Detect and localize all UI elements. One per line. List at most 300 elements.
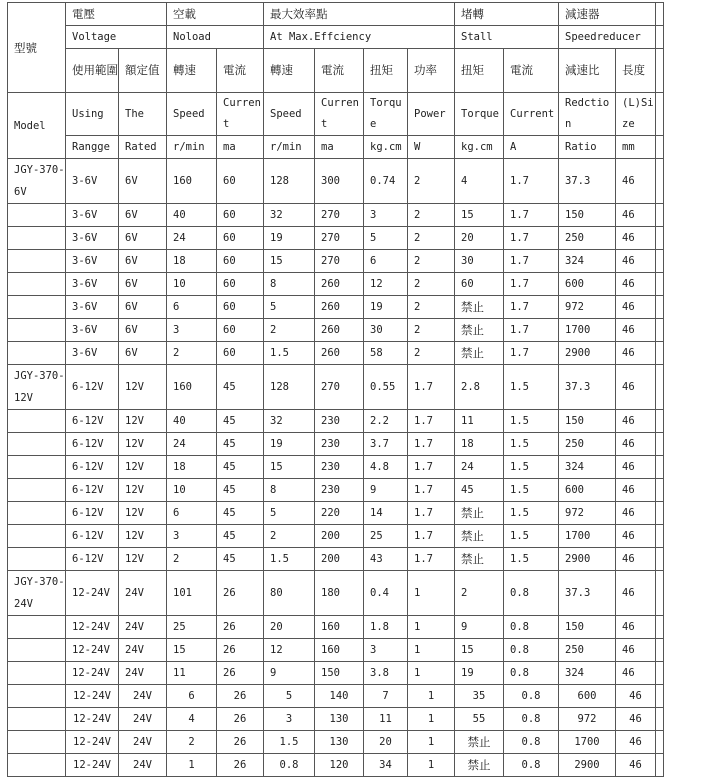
table-cell: 1.7 [504, 204, 559, 227]
table-cell: 1 [408, 708, 455, 731]
column-header-cn: 電流 [504, 49, 559, 93]
table-cell: 24V [119, 754, 167, 777]
table-cell: 60 [217, 159, 264, 204]
model-header-cn: 型號 [8, 3, 66, 93]
table-cell: 160 [315, 639, 364, 662]
stall-header-cn: 堵轉 [455, 3, 559, 26]
table-cell: 45 [455, 479, 504, 502]
table-cell: 6V [119, 296, 167, 319]
table-cell: 24V [119, 685, 167, 708]
blank-cell [656, 410, 664, 433]
column-header-cn: 轉速 [167, 49, 217, 93]
model-cell-empty [8, 685, 66, 708]
table-cell: 46 [616, 250, 656, 273]
blank-cell [656, 159, 664, 204]
table-cell: 45 [217, 479, 264, 502]
table-cell: 324 [559, 250, 616, 273]
model-cell-empty [8, 616, 66, 639]
table-cell: 1700 [559, 525, 616, 548]
table-cell: 12-24V [66, 754, 119, 777]
table-cell: 26 [217, 616, 264, 639]
table-cell: 2 [408, 273, 455, 296]
table-cell: 26 [217, 685, 264, 708]
table-cell: 1.7 [408, 365, 455, 410]
blank-cell [656, 136, 664, 159]
unit-header: r/min [167, 136, 217, 159]
table-cell: 24V [119, 731, 167, 754]
table-cell: 3 [364, 639, 408, 662]
speed-reducer-header-en: Speedreducer [559, 26, 656, 49]
table-row [8, 731, 664, 754]
unit-header: ma [315, 136, 364, 159]
table-cell: 101 [167, 571, 217, 616]
table-row [8, 456, 664, 479]
blank-cell [656, 3, 664, 26]
table-cell: 6V [119, 204, 167, 227]
table-cell: 1.7 [504, 296, 559, 319]
table-cell: 200 [315, 525, 364, 548]
stall-header-en: Stall [455, 26, 559, 49]
table-cell: 120 [315, 754, 364, 777]
table-cell: 12V [119, 365, 167, 410]
table-cell: 5 [264, 685, 315, 708]
table-cell: 6-12V [66, 548, 119, 571]
table-row [8, 159, 664, 204]
column-header-cn: 電流 [217, 49, 264, 93]
table-cell: 324 [559, 456, 616, 479]
table-row [8, 433, 664, 456]
blank-cell [656, 754, 664, 777]
table-row [8, 502, 664, 525]
table-cell: 19 [455, 662, 504, 685]
model-cell-empty [8, 662, 66, 685]
table-cell: 2 [408, 204, 455, 227]
table-cell: 26 [217, 662, 264, 685]
table-cell: 11 [167, 662, 217, 685]
table-cell: 6-12V [66, 433, 119, 456]
blank-cell [656, 685, 664, 708]
unit-header: A [504, 136, 559, 159]
table-cell: 20 [455, 227, 504, 250]
table-row [8, 685, 664, 708]
unit-header: Rated [119, 136, 167, 159]
column-header-en: Using [66, 93, 119, 136]
table-cell: 43 [364, 548, 408, 571]
table-cell: 1700 [559, 731, 616, 754]
blank-cell [656, 639, 664, 662]
table-cell: 4 [455, 159, 504, 204]
table-cell: 30 [455, 250, 504, 273]
table-cell: 6V [119, 319, 167, 342]
table-cell: 46 [616, 410, 656, 433]
table-cell: 160 [167, 365, 217, 410]
table-cell: 10 [167, 479, 217, 502]
column-header-cn: 扭矩 [455, 49, 504, 93]
table-cell: 10 [167, 273, 217, 296]
table-cell: 600 [559, 273, 616, 296]
column-header-en: Power [408, 93, 455, 136]
header-row-units [8, 136, 664, 159]
table-cell: 12V [119, 525, 167, 548]
table-cell: 46 [616, 159, 656, 204]
table-cell: 6V [119, 250, 167, 273]
model-cell-empty [8, 204, 66, 227]
blank-cell [656, 296, 664, 319]
table-cell: 230 [315, 410, 364, 433]
table-cell: 128 [264, 365, 315, 410]
table-cell: 12V [119, 433, 167, 456]
header-row-columns-en [8, 93, 664, 136]
column-header-en: (L)Size [616, 93, 656, 136]
table-cell: 3-6V [66, 227, 119, 250]
table-cell: 55 [455, 708, 504, 731]
table-cell: 150 [559, 410, 616, 433]
blank-cell [656, 49, 664, 93]
table-cell: 972 [559, 708, 616, 731]
noload-header-cn: 空載 [167, 3, 264, 26]
table-cell: 600 [559, 479, 616, 502]
blank-cell [656, 342, 664, 365]
table-cell: 2 [167, 731, 217, 754]
table-cell: 0.8 [264, 754, 315, 777]
table-cell: 6V [119, 227, 167, 250]
table-cell: 37.3 [559, 159, 616, 204]
table-cell: 1.7 [504, 159, 559, 204]
table-cell: 260 [315, 296, 364, 319]
table-cell: 12-24V [66, 685, 119, 708]
table-cell: 130 [315, 708, 364, 731]
table-cell: 18 [455, 433, 504, 456]
table-cell: 3-6V [66, 296, 119, 319]
table-cell: 3 [264, 708, 315, 731]
table-cell: 15 [264, 250, 315, 273]
blank-cell [656, 273, 664, 296]
table-cell: 60 [217, 319, 264, 342]
table-cell: 19 [264, 433, 315, 456]
table-cell: 0.8 [504, 616, 559, 639]
table-cell: 45 [217, 525, 264, 548]
table-cell: 12-24V [66, 662, 119, 685]
table-cell: 11 [455, 410, 504, 433]
table-cell: 1 [408, 639, 455, 662]
table-cell: 0.8 [504, 731, 559, 754]
table-cell: 260 [315, 273, 364, 296]
model-cell-empty [8, 296, 66, 319]
blank-cell [656, 365, 664, 410]
table-row [8, 639, 664, 662]
table-cell: 200 [315, 548, 364, 571]
blank-cell [656, 479, 664, 502]
unit-header: r/min [264, 136, 315, 159]
unit-header: Ratio [559, 136, 616, 159]
table-cell: 15 [455, 204, 504, 227]
table-cell: 24V [119, 616, 167, 639]
table-cell: 46 [616, 708, 656, 731]
table-cell: 6-12V [66, 525, 119, 548]
table-cell: 230 [315, 433, 364, 456]
table-cell: 1.5 [504, 502, 559, 525]
table-cell: 46 [616, 731, 656, 754]
table-cell: 972 [559, 502, 616, 525]
table-row [8, 410, 664, 433]
table-cell: 1.5 [504, 525, 559, 548]
table-cell: 5 [364, 227, 408, 250]
table-cell: 600 [559, 685, 616, 708]
table-cell: 26 [217, 731, 264, 754]
voltage-header-cn: 電壓 [66, 3, 167, 26]
blank-cell [656, 319, 664, 342]
model-cell-empty [8, 250, 66, 273]
table-cell: 19 [364, 296, 408, 319]
table-cell: 15 [455, 639, 504, 662]
table-cell: 20 [264, 616, 315, 639]
model-cell-empty [8, 754, 66, 777]
table-cell: 0.8 [504, 708, 559, 731]
blank-cell [656, 571, 664, 616]
column-header-en: Current [315, 93, 364, 136]
model-cell-empty [8, 342, 66, 365]
table-cell: 250 [559, 227, 616, 250]
table-cell: 2.2 [364, 410, 408, 433]
model-cell-empty [8, 433, 66, 456]
table-cell: 12V [119, 548, 167, 571]
table-cell: 46 [616, 616, 656, 639]
model-cell-empty [8, 639, 66, 662]
table-cell: 60 [217, 273, 264, 296]
table-cell: 0.8 [504, 662, 559, 685]
column-header-en: Current [217, 93, 264, 136]
table-cell: 24V [119, 708, 167, 731]
table-cell: 6-12V [66, 479, 119, 502]
table-cell: 45 [217, 456, 264, 479]
table-cell: 0.8 [504, 754, 559, 777]
table-cell: 3-6V [66, 159, 119, 204]
table-cell: 5 [264, 296, 315, 319]
table-row [8, 365, 664, 410]
table-cell: 15 [167, 639, 217, 662]
table-cell: 128 [264, 159, 315, 204]
table-cell: 46 [616, 502, 656, 525]
table-cell: 25 [364, 525, 408, 548]
table-cell: 30 [364, 319, 408, 342]
table-cell: 禁止 [455, 525, 504, 548]
table-cell: 26 [217, 571, 264, 616]
table-cell: 1.7 [408, 525, 455, 548]
table-cell: 2 [408, 159, 455, 204]
table-cell: 2900 [559, 548, 616, 571]
table-row [8, 273, 664, 296]
header-row-groups-en [8, 26, 664, 49]
table-row [8, 227, 664, 250]
blank-cell [656, 662, 664, 685]
table-cell: 46 [616, 548, 656, 571]
table-cell: 2.8 [455, 365, 504, 410]
table-row [8, 708, 664, 731]
table-cell: 0.8 [504, 571, 559, 616]
table-cell: 1.7 [504, 227, 559, 250]
table-cell: 260 [315, 319, 364, 342]
blank-cell [656, 502, 664, 525]
table-row [8, 525, 664, 548]
table-cell: 270 [315, 365, 364, 410]
model-cell-empty [8, 731, 66, 754]
table-cell: 46 [616, 662, 656, 685]
table-cell: 150 [559, 616, 616, 639]
table-cell: 1.5 [504, 433, 559, 456]
table-cell: 12-24V [66, 571, 119, 616]
table-cell: 1 [408, 571, 455, 616]
table-row [8, 548, 664, 571]
table-cell: 24V [119, 662, 167, 685]
table-cell: 1.5 [504, 410, 559, 433]
table-cell: 2 [264, 525, 315, 548]
table-cell: 140 [315, 685, 364, 708]
voltage-header-en: Voltage [66, 26, 167, 49]
table-cell: 1.7 [408, 548, 455, 571]
table-row [8, 616, 664, 639]
unit-header: ma [217, 136, 264, 159]
model-cell-empty [8, 410, 66, 433]
speed-reducer-header-cn: 減速器 [559, 3, 656, 26]
table-cell: 6V [119, 342, 167, 365]
table-cell: 12-24V [66, 708, 119, 731]
table-cell: 1.5 [264, 731, 315, 754]
table-cell: 40 [167, 410, 217, 433]
table-cell: 3 [167, 319, 217, 342]
table-cell: 12-24V [66, 731, 119, 754]
table-cell: 9 [455, 616, 504, 639]
column-header-cn: 使用範圍 [66, 49, 119, 93]
table-cell: 46 [616, 342, 656, 365]
column-header-en: Speed [167, 93, 217, 136]
noload-header-en: Noload [167, 26, 264, 49]
model-cell-empty [8, 548, 66, 571]
table-cell: 32 [264, 410, 315, 433]
table-row [8, 342, 664, 365]
table-cell: 250 [559, 433, 616, 456]
table-cell: 12V [119, 502, 167, 525]
table-cell: 46 [616, 204, 656, 227]
table-cell: 46 [616, 296, 656, 319]
table-cell: 6 [167, 685, 217, 708]
blank-cell [656, 93, 664, 136]
model-cell-empty [8, 502, 66, 525]
table-cell: 9 [364, 479, 408, 502]
table-row [8, 754, 664, 777]
table-cell: 6-12V [66, 456, 119, 479]
table-cell: 160 [315, 616, 364, 639]
table-cell: 24 [167, 433, 217, 456]
table-cell: 1.7 [408, 410, 455, 433]
table-cell: 0.4 [364, 571, 408, 616]
table-cell: 3-6V [66, 250, 119, 273]
table-cell: 1.5 [504, 456, 559, 479]
header-row-groups-cn [8, 3, 664, 26]
model-cell-empty [8, 319, 66, 342]
table-cell: 1.5 [504, 479, 559, 502]
table-cell: 3-6V [66, 273, 119, 296]
table-cell: 3 [364, 204, 408, 227]
column-header-en: Torque [364, 93, 408, 136]
table-cell: 46 [616, 525, 656, 548]
table-cell: 2900 [559, 342, 616, 365]
table-cell: 19 [264, 227, 315, 250]
table-cell: 46 [616, 456, 656, 479]
model-cell-empty [8, 227, 66, 250]
table-cell: 1.5 [264, 342, 315, 365]
table-cell: 46 [616, 273, 656, 296]
column-header-cn: 減速比 [559, 49, 616, 93]
table-cell: 160 [167, 159, 217, 204]
table-cell: 46 [616, 365, 656, 410]
table-cell: 3-6V [66, 204, 119, 227]
table-cell: 禁止 [455, 548, 504, 571]
header-row-columns-cn [8, 49, 664, 93]
model-cell: JGY-370-6V [8, 159, 66, 204]
table-cell: 35 [455, 685, 504, 708]
table-cell: 270 [315, 227, 364, 250]
column-header-cn: 電流 [315, 49, 364, 93]
table-cell: 1 [408, 685, 455, 708]
table-cell: 1.8 [364, 616, 408, 639]
table-cell: 1 [408, 754, 455, 777]
unit-header: Rangge [66, 136, 119, 159]
column-header-cn: 扭矩 [364, 49, 408, 93]
table-cell: 6V [119, 273, 167, 296]
blank-cell [656, 227, 664, 250]
table-cell: 12-24V [66, 639, 119, 662]
table-cell: 40 [167, 204, 217, 227]
table-row [8, 250, 664, 273]
table-row [8, 571, 664, 616]
blank-cell [656, 548, 664, 571]
table-cell: 2 [264, 319, 315, 342]
table-cell: 2 [455, 571, 504, 616]
table-cell: 8 [264, 479, 315, 502]
table-cell: 220 [315, 502, 364, 525]
table-cell: 18 [167, 250, 217, 273]
table-cell: 2 [408, 250, 455, 273]
table-cell: 2 [408, 296, 455, 319]
table-cell: 24V [119, 571, 167, 616]
table-cell: 24V [119, 639, 167, 662]
table-cell: 45 [217, 410, 264, 433]
table-cell: 300 [315, 159, 364, 204]
table-cell: 6-12V [66, 410, 119, 433]
model-header-en: Model [8, 93, 66, 159]
table-cell: 1 [408, 662, 455, 685]
table-cell: 60 [217, 342, 264, 365]
table-cell: 20 [364, 731, 408, 754]
table-cell: 禁止 [455, 319, 504, 342]
table-cell: 46 [616, 319, 656, 342]
table-cell: 37.3 [559, 365, 616, 410]
table-cell: 1 [408, 616, 455, 639]
blank-cell [656, 26, 664, 49]
table-cell: 45 [217, 548, 264, 571]
table-cell: 8 [264, 273, 315, 296]
blank-cell [656, 616, 664, 639]
table-cell: 60 [217, 296, 264, 319]
table-cell: 25 [167, 616, 217, 639]
table-cell: 46 [616, 433, 656, 456]
table-cell: 3-6V [66, 342, 119, 365]
table-cell: 60 [217, 227, 264, 250]
table-cell: 150 [559, 204, 616, 227]
table-cell: 5 [264, 502, 315, 525]
table-cell: 12-24V [66, 616, 119, 639]
column-header-en: Torque [455, 93, 504, 136]
